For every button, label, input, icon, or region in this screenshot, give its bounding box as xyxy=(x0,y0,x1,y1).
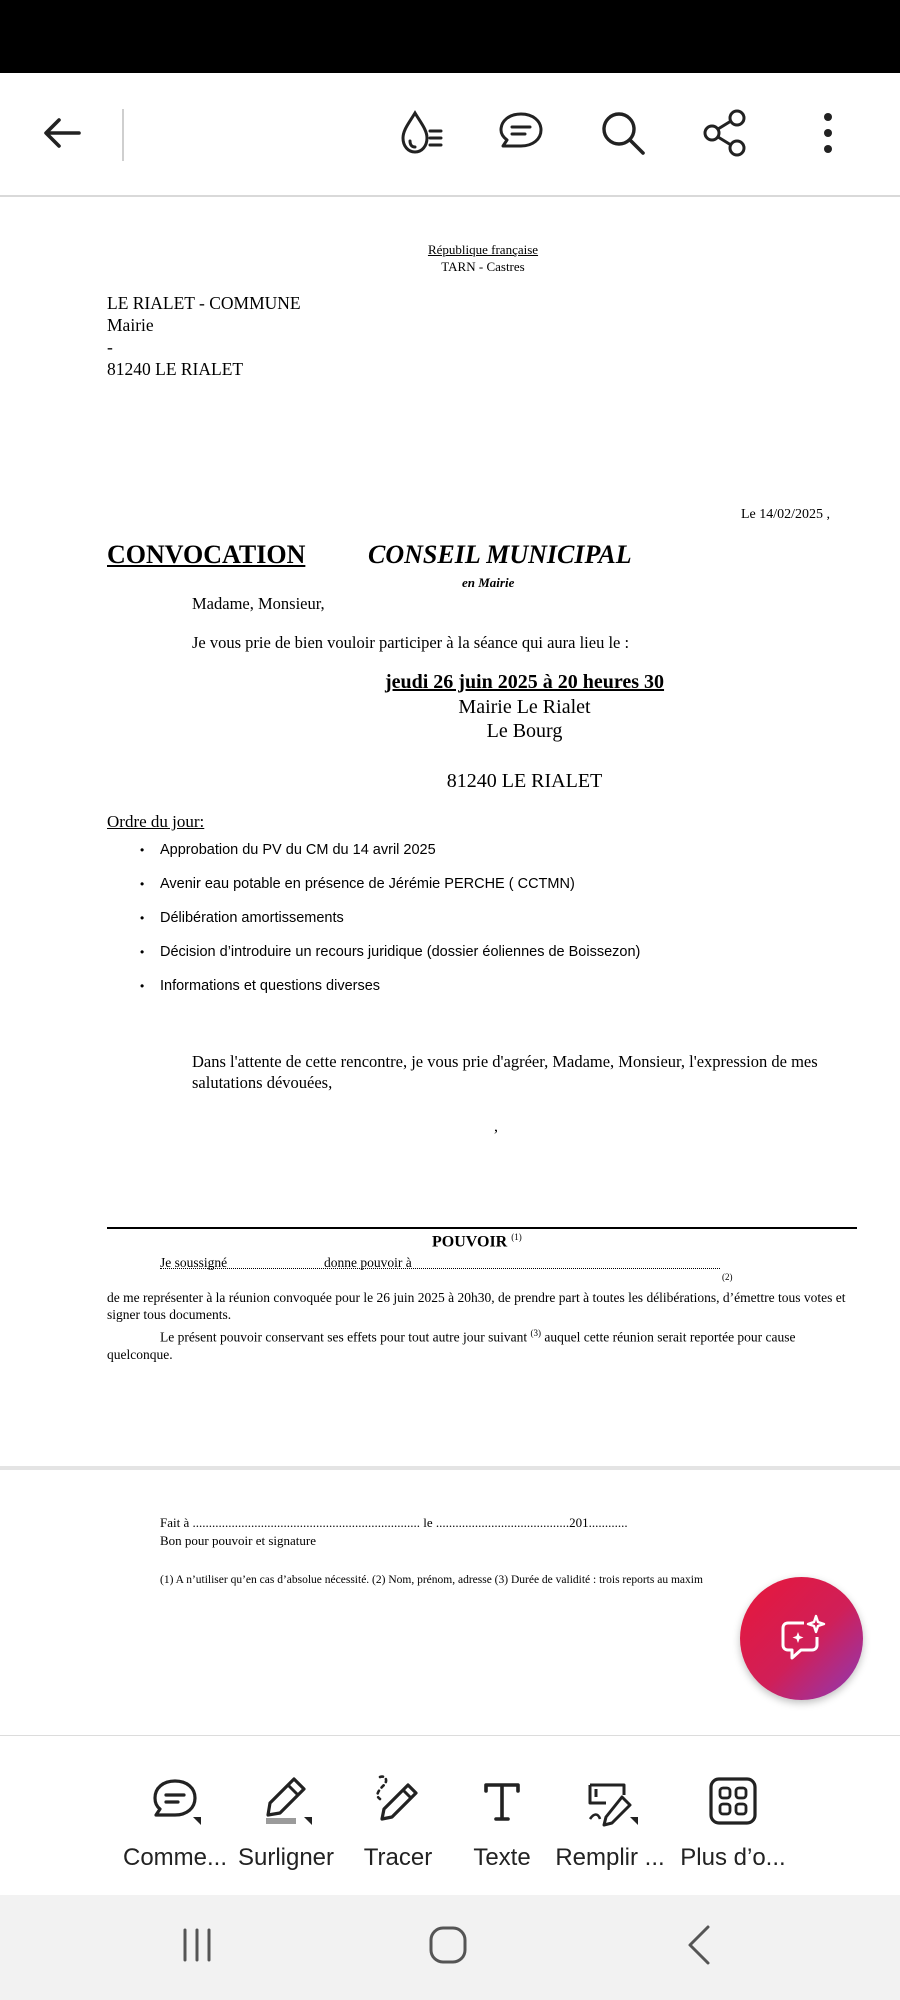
comment-icon xyxy=(147,1773,203,1829)
tool-label: Plus d’o... xyxy=(680,1844,786,1871)
closing-text: Dans l'attente de cette rencontre, je vous prie d'agréer, Madame, Monsieur, l'expression de mes salutations dévouées, xyxy=(192,1052,818,1092)
agenda-item: • Avenir eau potable en présence de Jérémie PERCHE ( CCTMN) xyxy=(140,876,575,892)
more-vert-icon xyxy=(808,107,848,159)
comment-list-icon xyxy=(493,105,549,161)
tool-label: Texte xyxy=(473,1844,531,1871)
system-back-icon xyxy=(680,1923,720,1967)
ai-assistant-icon xyxy=(774,1611,830,1667)
meeting-city: 81240 LE RIALET xyxy=(446,770,603,792)
agenda-item: • Informations et questions diverses xyxy=(140,978,381,994)
department-header: TARN - Castres xyxy=(441,259,525,274)
footnote-ref-2: (2) xyxy=(722,1272,733,1282)
highlight-tool[interactable] xyxy=(224,1736,348,1896)
sender-line: 81240 LE RIALET xyxy=(107,359,244,379)
liquid-mode-icon xyxy=(393,105,449,161)
tool-label: Tracer xyxy=(363,1844,433,1871)
search-button[interactable] xyxy=(591,101,655,165)
fait-a-line: Fait à ...................................................................... le .........................................201............ xyxy=(160,1515,628,1530)
back-arrow-icon xyxy=(39,110,85,156)
tool-label: Remplir ... xyxy=(555,1844,665,1871)
bon-pour-pouvoir: Bon pour pouvoir et signature xyxy=(160,1533,316,1548)
meeting-place: Le Bourg xyxy=(486,720,563,742)
agenda-item: • Délibération amortissements xyxy=(140,910,344,926)
back-button[interactable] xyxy=(30,101,94,165)
agenda-title: Ordre du jour: xyxy=(107,812,205,831)
salutation: Madame, Monsieur, xyxy=(192,594,325,613)
agenda-item: • Approbation du PV du CM du 14 avril 2025 xyxy=(140,842,436,858)
section-divider xyxy=(107,1227,857,1229)
tool-label: Surligner xyxy=(237,1844,335,1871)
status-bar xyxy=(0,0,900,73)
signature-comma: , xyxy=(494,1118,498,1135)
text-tool[interactable] xyxy=(452,1736,552,1896)
agenda-item: • Décision d’introduire un recours juridique (dossier éoliennes de Boissezon) xyxy=(140,944,641,960)
search-icon xyxy=(597,107,649,159)
comments-list-button[interactable] xyxy=(489,101,553,165)
meeting-place: Mairie Le Rialet xyxy=(458,696,591,718)
meeting-date: jeudi 26 juin 2025 à 20 heures 30 xyxy=(384,671,665,693)
donne-pouvoir-label: donne pouvoir à xyxy=(324,1255,412,1270)
pouvoir-dotted-line xyxy=(160,1268,720,1269)
pouvoir-paragraph: Le présent pouvoir conservant ses effets pour tout autre jour suivant $^{(3)}$ auquel cette réunion serait reportée pour cause quelconque. xyxy=(107,1328,796,1362)
convocation-title: CONVOCATION xyxy=(107,540,306,569)
pdf-page-1[interactable] xyxy=(0,199,900,1467)
pouvoir-title: POUVOIR $^{(1)}$ xyxy=(432,1232,522,1251)
sender-line: - xyxy=(107,337,113,357)
more-options-button[interactable] xyxy=(796,101,860,165)
fill-sign-icon xyxy=(582,1773,638,1829)
recent-apps-button[interactable] xyxy=(157,1917,237,1973)
intro-text: Je vous prie de bien vouloir participer à la séance qui aura lieu le : xyxy=(192,633,630,652)
tool-label: Comme... xyxy=(122,1844,227,1871)
republique-header: République française xyxy=(427,242,539,257)
conseil-title: CONSEIL MUNICIPAL xyxy=(368,540,632,569)
home-button[interactable] xyxy=(408,1917,488,1973)
recent-apps-icon xyxy=(177,1925,217,1965)
document-date: Le 14/02/2025 , xyxy=(741,507,831,522)
liquid-mode-button[interactable] xyxy=(389,101,453,165)
app-toolbar xyxy=(0,73,900,197)
share-icon xyxy=(699,107,751,159)
pouvoir-paragraph: de me représenter à la réunion convoquée pour le 26 juin 2025 à 20h30, de prendre part à toutes les délibérations, d’émettre tous votes et signer tous documents. xyxy=(107,1290,846,1322)
draw-tool[interactable] xyxy=(351,1736,445,1896)
sender-line: LE RIALET - COMMUNE xyxy=(107,293,301,313)
system-back-button[interactable] xyxy=(660,1917,740,1973)
ai-assistant-button[interactable] xyxy=(740,1577,863,1700)
more-tools-icon xyxy=(705,1773,761,1829)
sender-line: Mairie xyxy=(107,315,154,335)
agenda-list xyxy=(140,833,640,1003)
en-mairie-subtitle: en Mairie xyxy=(462,575,515,590)
bottom-toolbar xyxy=(0,1735,900,1895)
toolbar-divider xyxy=(122,109,124,161)
highlighter-icon xyxy=(258,1773,314,1829)
soussigne-label: Je soussigné xyxy=(160,1255,228,1270)
draw-pen-icon xyxy=(370,1773,426,1829)
share-button[interactable] xyxy=(693,101,757,165)
more-tools-button[interactable] xyxy=(668,1736,798,1896)
system-nav-bar xyxy=(0,1895,900,2000)
fill-sign-tool[interactable] xyxy=(548,1736,672,1896)
footnote-text: (1) A n’utiliser qu’en cas d’absolue nécessité. (2) Nom, prénom, adresse (3) Durée de validité : trois reports au maxim xyxy=(160,1574,703,1586)
home-icon xyxy=(426,1923,470,1967)
text-icon xyxy=(474,1773,530,1829)
